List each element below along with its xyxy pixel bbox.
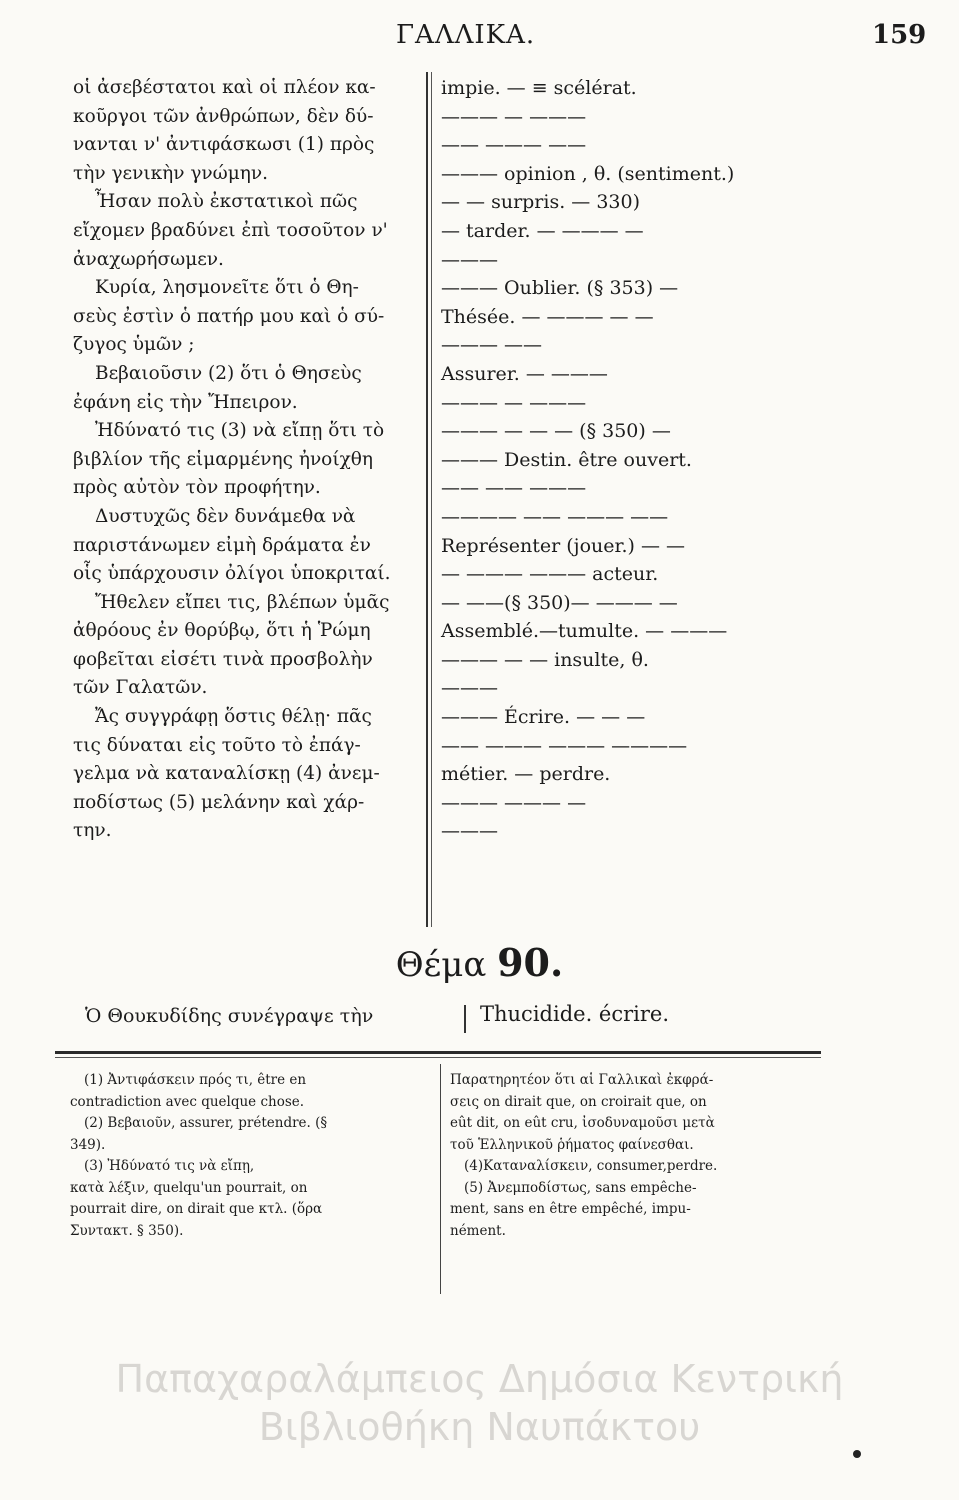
text-line: σεὺς ἐστὶν ὁ πατήρ μου καὶ ὁ σύ- bbox=[73, 305, 385, 327]
text-line: ——— Destin. être ouvert. bbox=[441, 448, 692, 471]
text-line: —— —— ——— bbox=[441, 477, 587, 500]
text-line: —— ——— —— bbox=[441, 134, 587, 157]
footnotes-rule-thin bbox=[55, 1057, 821, 1058]
text-line: ———— —— ——— —— bbox=[441, 505, 669, 528]
text-line: (3) Ἠδύνατό τις νὰ εἴπῃ, bbox=[84, 1158, 255, 1174]
watermark-line-2: Βιβλιοθήκη Ναυπάκτου bbox=[258, 1405, 701, 1449]
text-line: nément. bbox=[450, 1222, 506, 1239]
theme-word: Θέμα bbox=[395, 945, 487, 985]
text-line: ——— opinion , θ. (sentiment.) bbox=[441, 162, 735, 185]
text-line: παριστάνωμεν εἰμὴ δράματα ἐν bbox=[73, 534, 371, 556]
text-line: ——— bbox=[441, 677, 498, 700]
text-line: ——— — — insulte, θ. bbox=[441, 648, 649, 671]
footnotes-rule bbox=[55, 1051, 821, 1054]
text-line: ——— Oublier. (§ 353) — bbox=[441, 277, 679, 300]
text-line: κατὰ λέξιν, quelqu'un pourrait, on bbox=[70, 1179, 308, 1196]
text-line: τις δύναται εἰς τοῦτο τὸ ἐπάγ- bbox=[73, 734, 361, 756]
text-line: Thésée. — ——— — — bbox=[441, 305, 654, 328]
text-line: τὴν γενικὴν γνώμην. bbox=[73, 162, 268, 184]
text-line: σεις on dirait que, on croirait que, on bbox=[450, 1093, 707, 1110]
text-line: νανται ν' ἀντιφάσκωσι (1) πρὸς bbox=[73, 134, 375, 156]
text-line: 349). bbox=[70, 1136, 106, 1153]
theme-number: 90. bbox=[497, 940, 564, 985]
footnotes-divider bbox=[440, 1064, 441, 1294]
text-line: contradiction avec quelque chose. bbox=[70, 1093, 305, 1110]
text-line: την. bbox=[73, 820, 112, 842]
text-line: πρὸς αὐτὸν τὸν προφήτην. bbox=[73, 477, 321, 499]
text-line: τῶν Γαλατῶν. bbox=[73, 677, 208, 699]
text-line: οἷς ὑπάρχουσιν ὀλίγοι ὑποκριταί. bbox=[73, 563, 391, 585]
column-rule-inner bbox=[431, 72, 432, 927]
text-line: ——— ——— — bbox=[441, 791, 587, 814]
text-line: Ἤθελεν εἴπει τις, βλέπων ὑμᾶς bbox=[95, 591, 390, 613]
text-line: Δυστυχῶς δὲν δυνάμεθα νὰ bbox=[95, 505, 356, 527]
text-line: — ——(§ 350)— ——— — bbox=[441, 591, 678, 614]
text-line: κοῦργοι τῶν ἀνθρώπων, δὲν δύ- bbox=[73, 105, 374, 127]
text-line: Ἦσαν πολὺ ἐκστατικοὶ πῶς bbox=[95, 191, 358, 213]
text-line: Assurer. — ——— bbox=[441, 362, 608, 385]
text-line: Représenter (jouer.) — — bbox=[441, 534, 686, 557]
text-line: εἴχομεν βραδύνει ἐπὶ τοσοῦτον ν' bbox=[73, 219, 388, 241]
text-line: — — surpris. — 330) bbox=[441, 191, 641, 214]
text-line: — tarder. — ——— — bbox=[441, 219, 644, 242]
text-line: Κυρία, λησμονεῖτε ὅτι ὁ Θη- bbox=[95, 277, 359, 299]
page-number: 159 bbox=[872, 20, 927, 50]
text-line: ——— bbox=[441, 248, 498, 271]
text-line: Ἄς συγγράφῃ ὅστις θέλῃ· πᾶς bbox=[95, 706, 372, 728]
text-line: ——— bbox=[441, 820, 498, 843]
thucydides-greek-line: Ὁ Θουκυδίδης συνέγραψε τὴν bbox=[85, 1005, 374, 1027]
text-line: οἱ ἀσεβέστατοι καὶ οἱ πλέον κα- bbox=[73, 77, 376, 98]
running-head bbox=[0, 20, 959, 56]
text-line: ἀναχωρήσωμεν. bbox=[73, 248, 224, 270]
greek-exercise-column bbox=[73, 74, 423, 846]
text-line: — ——— ——— acteur. bbox=[441, 563, 659, 586]
text-line: ——— — ——— bbox=[441, 105, 587, 128]
text-line: φοβεῖται εἰσέτι τινὰ προσβολὴν bbox=[73, 648, 373, 670]
text-line: Assemblé.—tumulte. — ——— bbox=[441, 620, 728, 643]
watermark-line-1: Παπαχαραλάμπειος Δημόσια Κεντρική bbox=[115, 1357, 844, 1401]
text-line: pourrait dire, on dirait que κτλ. (ὅρα bbox=[70, 1201, 323, 1217]
text-line: —— ——— ——— ———— bbox=[441, 734, 688, 757]
text-line: ——— — — — (§ 350) — bbox=[441, 420, 671, 443]
column-rule bbox=[426, 72, 428, 927]
text-line: métier. — perdre. bbox=[441, 763, 611, 786]
text-line: Παρατηρητέον ὅτι αἱ Γαλλικαὶ ἐκφρά- bbox=[450, 1072, 714, 1088]
text-line: (2) Βεβαιοῦν, assurer, prétendre. (§ bbox=[84, 1115, 328, 1131]
text-line: ment, sans en être empêché, impu- bbox=[450, 1201, 691, 1217]
text-line: Συντακτ. § 350). bbox=[70, 1222, 184, 1239]
text-line: τοῦ Ἑλληνικοῦ ῥήματος φαίνεσθαι. bbox=[450, 1136, 694, 1153]
theme-heading bbox=[0, 940, 959, 985]
text-line: eût dit, on eût cru, ἰσοδυναμοῦσι μετὰ bbox=[450, 1115, 715, 1131]
text-line: (1) Ἀντιφάσκειν πρός τι, être en bbox=[84, 1072, 307, 1088]
footnotes-left bbox=[70, 1070, 430, 1242]
text-line: ποδίστως (5) μελάνην καὶ χάρ- bbox=[73, 791, 365, 813]
french-vocabulary-column bbox=[441, 74, 821, 846]
text-line: ἀθρόους ἐν θορύβῳ, ὅτι ἡ Ῥώμη bbox=[73, 620, 371, 642]
text-line: βιβλίον τῆς εἱμαρμένης ἠνοίχθη bbox=[73, 448, 374, 470]
text-line: Ἠδύνατό τις (3) νὰ εἴπῃ ὅτι τὸ bbox=[95, 420, 385, 442]
text-line: impie. — ≡ scélérat. bbox=[441, 77, 637, 99]
text-line: ——— — ——— bbox=[441, 391, 587, 414]
footnotes-right bbox=[450, 1070, 830, 1242]
text-line: ζυγος ὑμῶν ; bbox=[73, 334, 195, 356]
text-line: (5) Ἀνεμποδίστως, sans empêche- bbox=[464, 1179, 697, 1196]
thucydides-french-line: Thucidide. écrire. bbox=[480, 1002, 669, 1026]
text-line: ἐφάνη εἰς τὴν Ἤπειρον. bbox=[73, 391, 298, 413]
text-line: Βεβαιοῦσιν (2) ὅτι ὁ Θησεὺς bbox=[95, 362, 362, 384]
text-line: γελμα νὰ καταναλίσκῃ (4) ἀνεμ- bbox=[73, 763, 380, 785]
text-line: ——— Écrire. — — — bbox=[441, 706, 646, 729]
library-watermark bbox=[0, 1355, 959, 1451]
running-title: ΓΑΛΛΙΚΑ. bbox=[396, 20, 536, 50]
thucydides-rule bbox=[464, 1005, 466, 1033]
text-line: (4)Καταναλίσκειν, consumer,perdre. bbox=[464, 1158, 718, 1174]
ink-dot bbox=[853, 1450, 861, 1458]
text-line: ——— —— bbox=[441, 334, 543, 357]
